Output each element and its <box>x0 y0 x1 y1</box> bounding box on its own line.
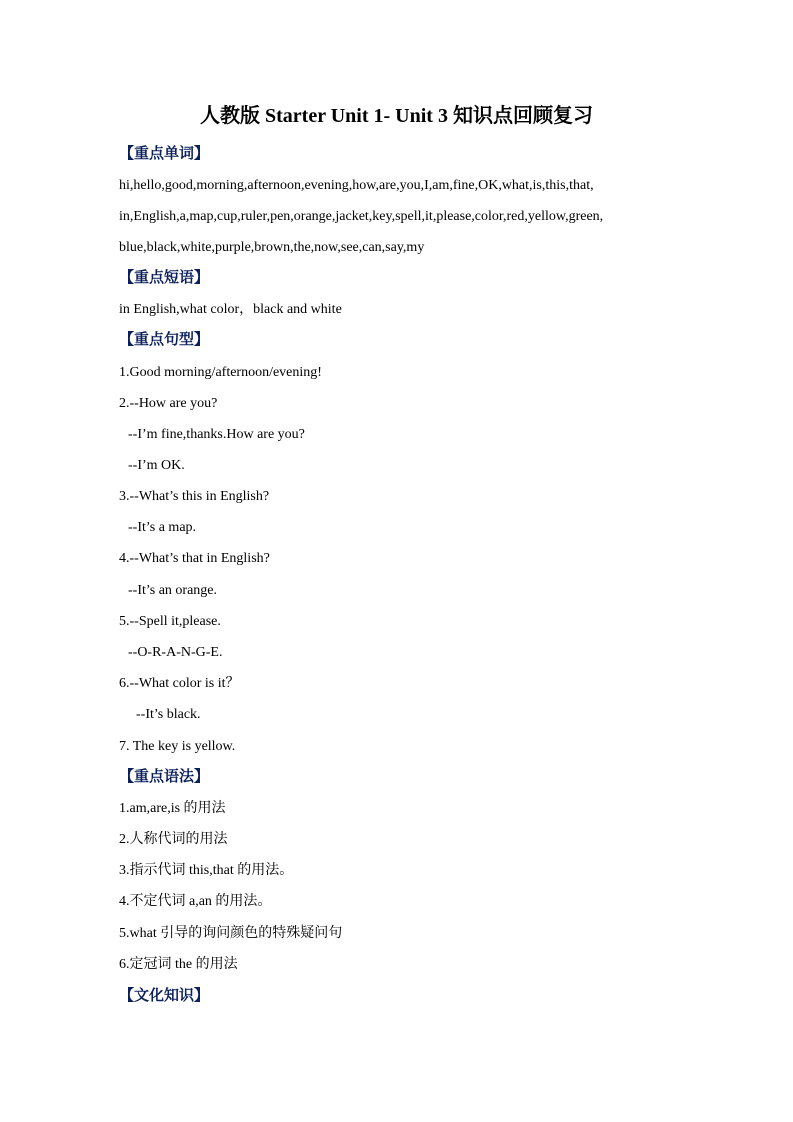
sentence-line: 4.--What’s that in English? <box>119 551 270 566</box>
section-heading-words: 【重点单词】 <box>119 146 210 162</box>
sentence-line: --I’m OK. <box>128 458 185 473</box>
words-line: hi,hello,good,morning,afternoon,evening,how,are,you,I,am,fine,OK,what,is,this,that, <box>119 178 594 193</box>
sentence-line: --It’s a map. <box>128 520 197 535</box>
section-heading-grammar: 【重点语法】 <box>119 769 210 785</box>
words-line: in,English,a,map,cup,ruler,pen,orange,jacket,key,spell,it,please,color,red,yellow,green, <box>119 209 604 224</box>
grammar-line: 4.不定代词 a,an 的用法。 <box>119 894 272 909</box>
section-heading-sentences: 【重点句型】 <box>119 332 210 348</box>
sentence-line: 1.Good morning/afternoon/evening! <box>119 365 322 380</box>
sentence-line: --I’m fine,thanks.How are you? <box>128 427 305 442</box>
section-heading-culture: 【文化知识】 <box>119 988 210 1004</box>
phrases-line: in English,what color，black and white <box>119 302 342 317</box>
grammar-line: 6.定冠词 the 的用法 <box>119 957 238 972</box>
section-heading-phrases: 【重点短语】 <box>119 270 210 286</box>
sentence-line: 5.--Spell it,please. <box>119 614 221 629</box>
sentence-line: 2.--How are you? <box>119 396 218 411</box>
grammar-line: 3.指示代词 this,that 的用法。 <box>119 863 294 878</box>
sentence-line: 6.--What color is it？ <box>119 676 240 691</box>
sentence-line: --It’s an orange. <box>128 583 218 598</box>
sentence-line: --It’s black. <box>136 707 201 722</box>
words-line: blue,black,white,purple,brown,the,now,see,can,say,my <box>119 240 425 255</box>
sentence-line: 7. The key is yellow. <box>119 739 236 754</box>
sentence-line: --O-R-A-N-G-E. <box>128 645 223 660</box>
document-title: 人教版 Starter Unit 1- Unit 3 知识点回顾复习 <box>200 105 593 127</box>
grammar-line: 2.人称代词的用法 <box>119 832 228 847</box>
grammar-line: 5.what 引导的询问颜色的特殊疑问句 <box>119 926 343 941</box>
grammar-line: 1.am,are,is 的用法 <box>119 801 226 816</box>
sentence-line: 3.--What’s this in English? <box>119 489 270 504</box>
